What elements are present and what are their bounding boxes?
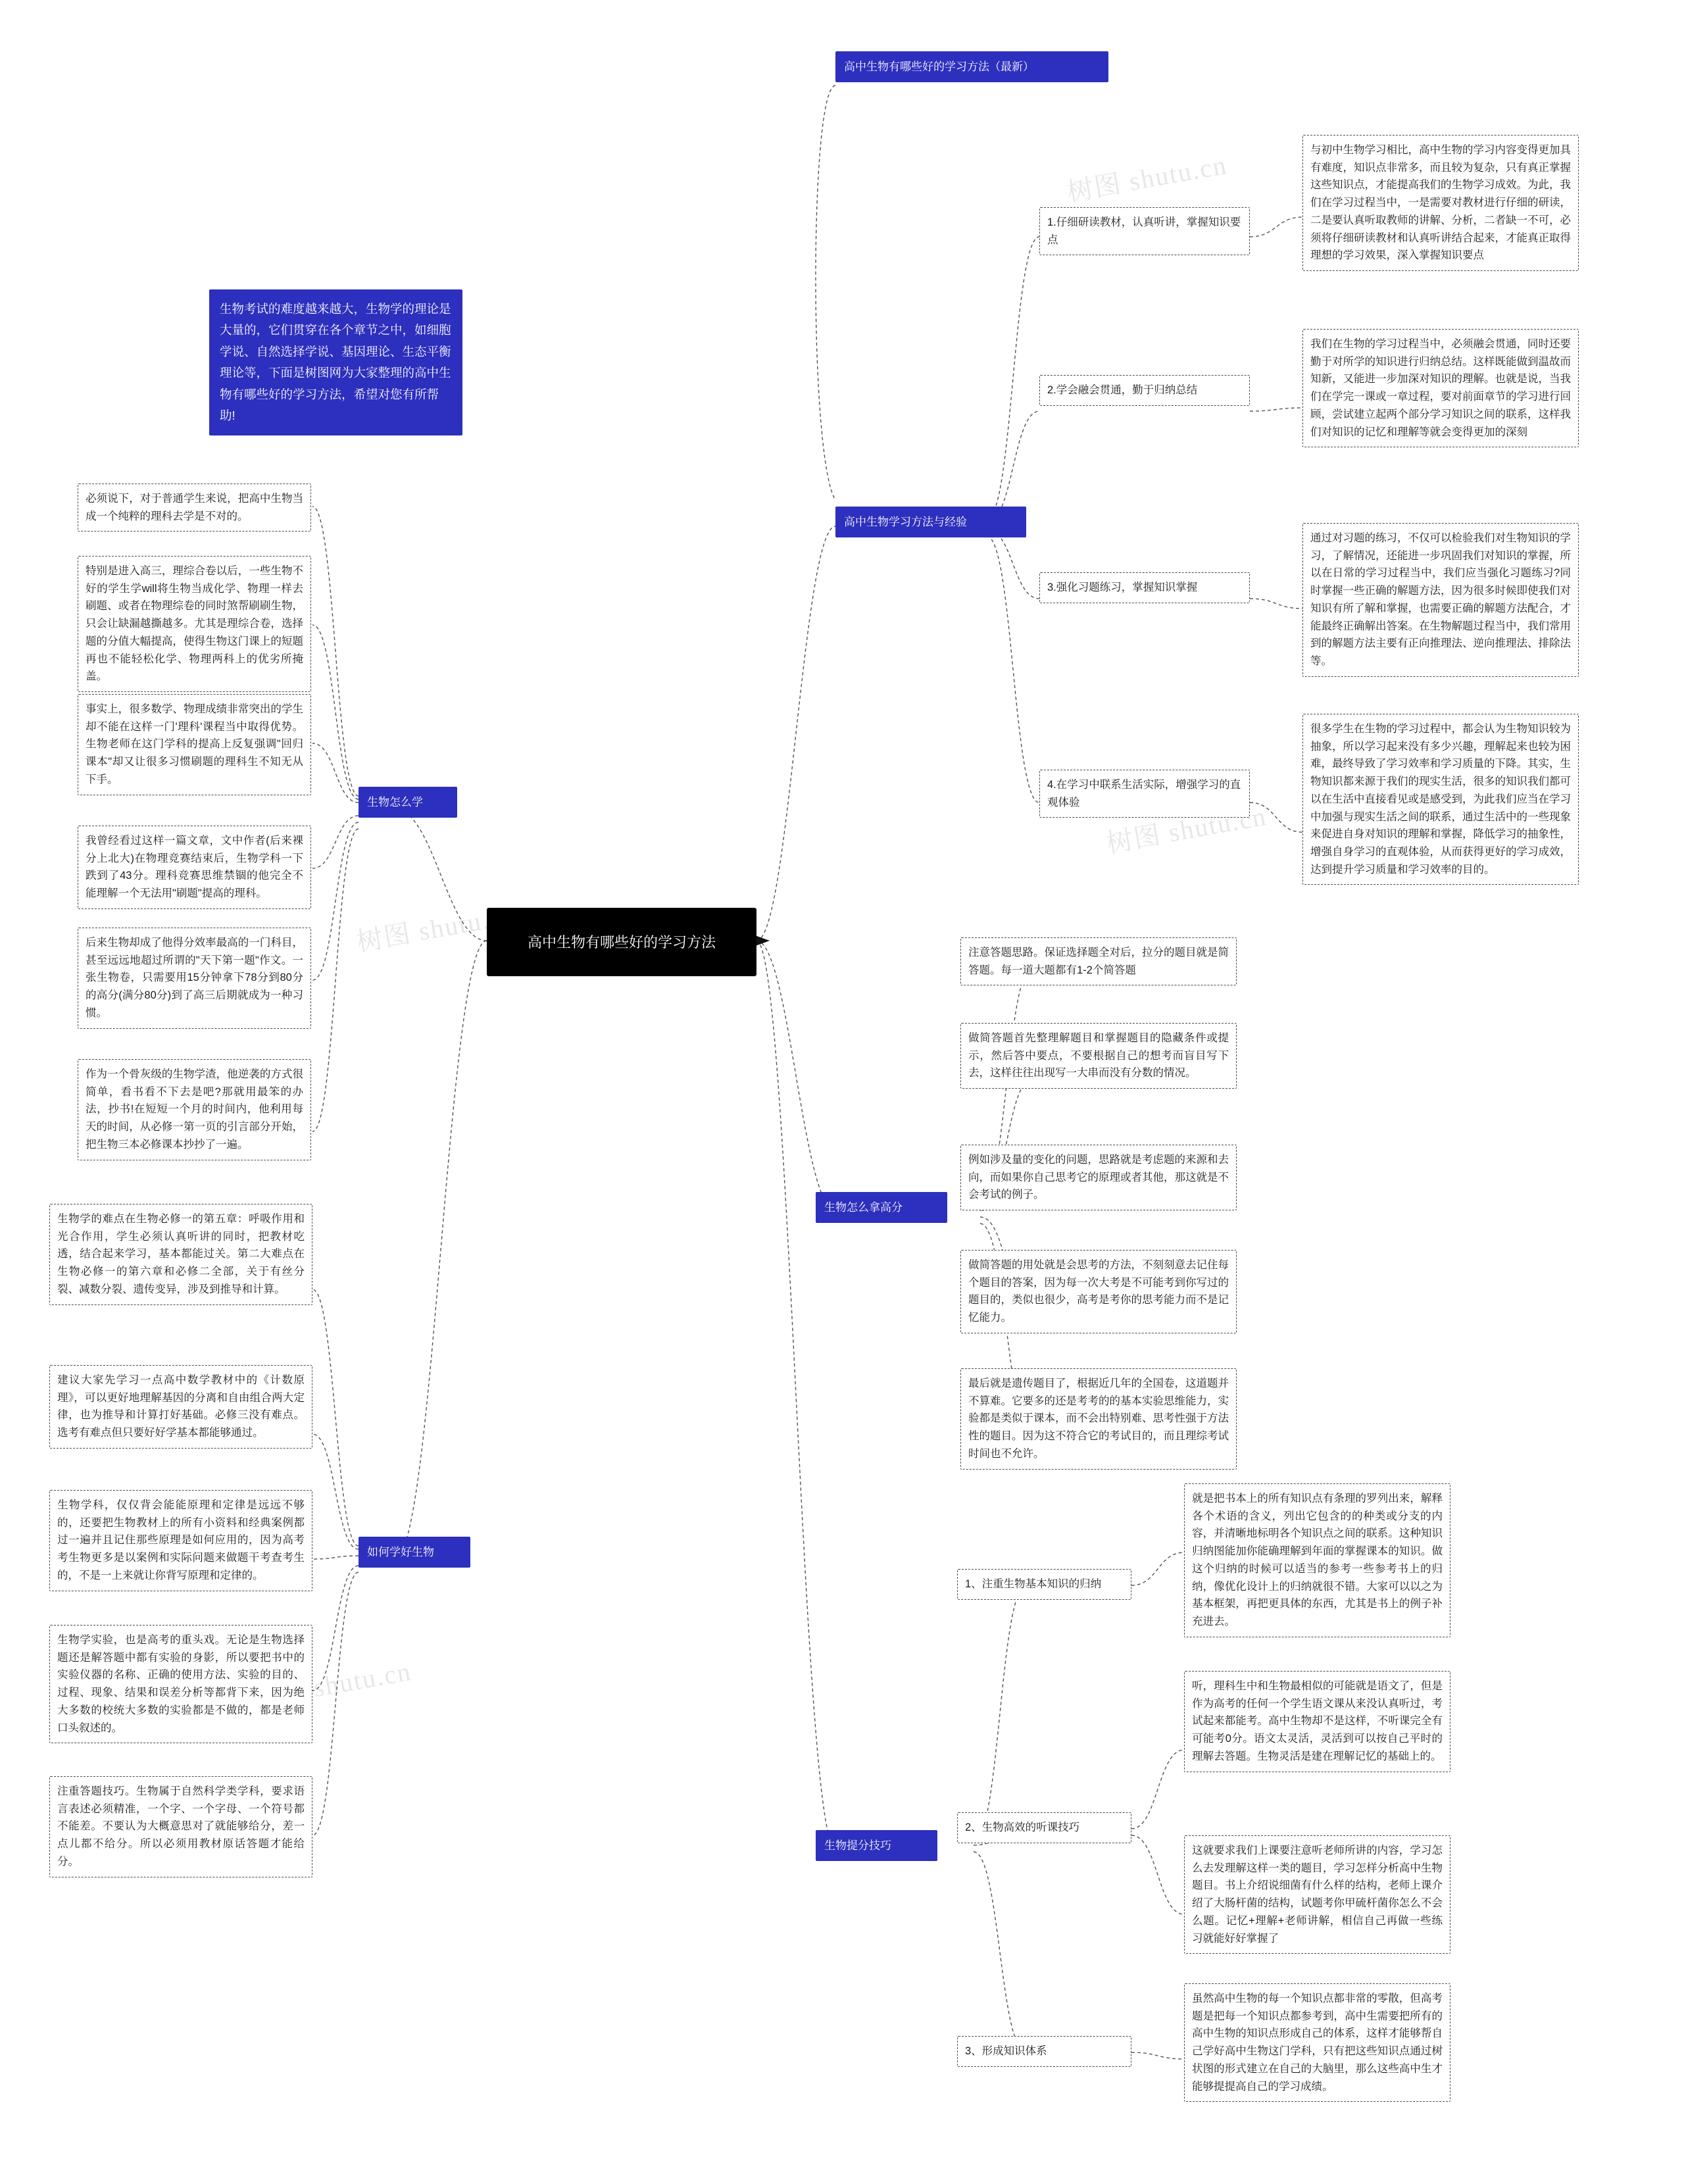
sub-item-detail: 通过对习题的练习，不仅可以检验我们对生物知识的学习，了解情况，还能进一步巩固我们对知识的掌握，所以在日常的学习过程当中，我们应当强化习题练习?同时掌握一些正确的解题方法，因为很多时候即使我们对知识有所了解和掌握，也需要正确的解题方法配合，才能最终正确解出答案。在生物解题过程当中，我们常用到的解题方法主要有正向推理法、逆向推理法、排除法等。 xyxy=(1302,523,1579,677)
branch-xuexi-fangfa-jingyan[interactable]: 高中生物学习方法与经验 xyxy=(835,507,1026,537)
watermark: 树图 shutu.cn xyxy=(1104,801,1269,859)
sub-item-detail: 我们在生物的学习过程当中，必须融会贯通，同时还要勤于对所学的知识进行归纳总结。这样既能做到温故而知新，又能进一步加深对知识的理解。也就是说，当我们在学完一课或一章过程，要对前面章节的学习进行回顾，尝试建立起两个部分学习知识之间的联系，这样我们对知识的记忆和理解等就会变得更加的深刻 xyxy=(1302,329,1579,447)
sub-item-title: 3.强化习题练习，掌握知识掌握 xyxy=(1039,572,1250,603)
sub-item-detail: 与初中生物学习相比，高中生物的学习内容变得更加具有难度，知识点非常多，而且较为复杂，只有真正掌握这些知识点，才能提高我们的生物学习成效。为此，我们在学习过程当中，一是需要对教材进行仔细的研读，二是要认真听取教师的讲解、分析，二者缺一不可，必须将仔细研读教材和认真听讲结合起来，才能真正取得理想的学习效果，深入掌握知识要点 xyxy=(1302,135,1579,271)
watermark: 树图 shutu.cn xyxy=(354,899,519,958)
skill-detail: 这就要求我们上课要注意听老师所讲的内容，学习怎么去发理解这样一类的题目，学习怎样分析高中生物题目。书上介绍说细菌有什么样的结构，老师上课介绍了大肠杆菌的结构，试题考你甲硫杆菌你怎么不会么题。记忆+理解+老师讲解，相信自己再做一些练习就能好好掌握了 xyxy=(1184,1835,1450,1954)
skill-detail: 就是把书本上的所有知识点有条理的罗列出来，解释各个术语的含义，列出它包含的的种类或分支的内容，并清晰地标明各个知识点之间的联系。这种知识归纳图能加你能确理解到年面的掌握课本的知识。做这个归纳的时候可以适当的参考一些参考书上的归纳，像优化设计上的归纳就很不错。大家可以以之为基本框架，再把更具体的东西，尤其是书上的例子补充进去。 xyxy=(1184,1483,1450,1637)
leaf-item: 生物学实验，也是高考的重头戏。无论是生物选择题还是解答题中都有实验的身影，所以要把书中的实验仪器的名称、正确的使用方法、实验的目的、过程、现象、结果和误差分析等都背下来，因为绝大多数的校统大多数的实验都是不做的，都是老师口头叙述的。 xyxy=(49,1625,312,1743)
leaf-item: 作为一个骨灰级的生物学渣，他逆袭的方式很简单，看书看不下去是吧?那就用最笨的办法，抄书!在短短一个月的时间内，他利用每天的时间，从必修一第一页的引言部分开始，把生物三本必修课本抄抄了一遍。 xyxy=(78,1059,311,1160)
leaf-item: 特别是进入高三，理综合卷以后，一些生物不好的学生学will将生物当成化学、物理一样去刷题、或者在物理综卷的同时煞帮刷刷生物，只会让缺漏越撕越多。尤其是理综合卷，选择题的分值大幅提高，使得生物这门课上的短题再也不能轻松化学、物理两科上的优劣所掩盖。 xyxy=(78,556,311,692)
branch-tifen-jiqiao[interactable]: 生物提分技巧 xyxy=(816,1830,937,1861)
leaf-item: 我曾经看过这样一篇文章，文中作者(后来裸分上北大)在物理竞赛结束后，生物学科一下跌到了43分。理科竞赛思维禁锢的他完全不能理解一个无法用"刷题"提高的理科。 xyxy=(78,826,311,909)
leaf-item: 注重答题技巧。生物属于自然科学类学科，要求语言表述必须精准，一个字、一个字母、一个符号都不能差。不要认为大概意思对了就能够给分，差一点儿都不给分。所以必须用教材原话答题才能给分。 xyxy=(49,1776,312,1877)
sub-item-title: 1.仔细研读教材，认真听讲，掌握知识要点 xyxy=(1039,207,1250,255)
leaf-item: 生物学科，仅仅背会能能原理和定律是远远不够的，还要把生物教材上的所有小资料和经典案例都过一遍并且记住那些原理是如何应用的，因为高考考生物更多是以案例和实际问题来做题干考查考生的，不是一上来就让你背写原理和定律的。 xyxy=(49,1490,312,1591)
leaf-item: 事实上，很多数学、物理成绩非常突出的学生却不能在这样一门'理科'课程当中取得优势。生物老师在这门学科的提高上反复强调"回归课本"却又让很多习惯刷题的理科生不知无从下手。 xyxy=(78,694,311,795)
watermark: 树图 shutu.cn xyxy=(1064,149,1229,208)
root-node[interactable]: 高中生物有哪些好的学习方法 xyxy=(487,908,756,976)
branch-zenme-na-gaofen[interactable]: 生物怎么拿高分 xyxy=(816,1192,947,1223)
skill-detail: 虽然高中生物的每一个知识点都非常的零散，但高考题是把每一个知识点都参考到，高中生需要把所有的高中生物的知识点形成自己的体系，这样才能够帮自己学好高中生物这门学科，只有把这些知识点通过树状图的形式建立在自己的大脑里，那么这些高中生才能够提提高自己的学习成绩。 xyxy=(1184,1983,1450,2102)
skill-title: 3、形成知识体系 xyxy=(957,2036,1131,2067)
branch-ruhe-xuehao-shengwu[interactable]: 如何学好生物 xyxy=(359,1537,470,1568)
intro-box: 生物考试的难度越来越大，生物学的理论是大量的，它们贯穿在各个章节之中，如细胞学说、自然选择学说、基因理论、生态平衡理论等，下面是树图网为大家整理的高中生物有哪些好的学习方法，希望对您有所帮助! xyxy=(209,289,462,435)
branch-shengwu-zenmexue[interactable]: 生物怎么学 xyxy=(359,787,457,818)
skill-title: 1、注重生物基本知识的归纳 xyxy=(957,1569,1131,1600)
leaf-item: 必须说下，对于普通学生来说，把高中生物当成一个纯粹的理科去学是不对的。 xyxy=(78,484,311,532)
skill-title: 2、生物高效的听课技巧 xyxy=(957,1812,1131,1843)
top-header[interactable]: 高中生物有哪些好的学习方法（最新） xyxy=(835,51,1108,82)
score-item: 最后就是遗传题目了，根据近几年的全国卷，这道题并不算难。它要多的还是考考的的基本实验思维能力，实验都是类似于课本，而不会出特别难、思考性强于方法性的题目。因为这不符合它的考试目的，而且理综考试时间也不允许。 xyxy=(960,1368,1237,1470)
root-arrow xyxy=(755,933,772,952)
score-item: 做简答题的用处就是会思考的方法，不刻刻意去记住每个题目的答案，因为每一次大考是不可能考到你写过的题目的，类似也很少，高考是考你的思考能力而不是记忆能力。 xyxy=(960,1250,1237,1333)
sub-item-detail: 很多学生在生物的学习过程中，都会认为生物知识较为抽象，所以学习起来没有多少兴趣，理解起来也较为困难，最终导致了学习效率和学习质量的下降。其实，生物知识都来源于我们的现实生活，很多的知识我们都可以在生活中直接看见或是感受到，为此我们应当在学习中加强与现实生活之间的联系，通过生活中的一些现象来促进自身对知识的理解和掌握，降低学习的抽象性，增强自身学习的直观体验，从而获得更好的学习成效，达到提升学习质量和学习效率的目的。 xyxy=(1302,714,1579,885)
score-item: 例如涉及量的变化的问题，思路就是考虑题的来源和去向，而如果你自己思考它的原理或者其他，那这就是不会考试的例子。 xyxy=(960,1145,1237,1210)
leaf-item: 生物学的难点在生物必修一的第五章：呼吸作用和光合作用，学生必须认真听讲的同时，把教材吃透，结合起来学习，基本都能过关。第二大难点在生物必修一的第六章和必修二全部，关于有丝分裂、减数分裂、遗传变异，涉及到推导和计算。 xyxy=(49,1204,312,1305)
skill-detail: 听，理科生中和生物最相似的可能就是语文了，但是作为高考的任何一个学生语文课从来没认真听过，考试起来都能考。高中生物却不是这样，不听课完全有可能考0分。语文太灵活，灵活到可以按自己平时的理解去答题。生物灵活是建在理解记忆的基础上的。 xyxy=(1184,1671,1450,1772)
watermark: 树图 shutu.cn xyxy=(249,1656,414,1714)
sub-item-title: 2.学会融会贯通，勤于归纳总结 xyxy=(1039,375,1250,406)
score-item: 做简答题首先整理解题目和掌握题目的隐藏条件或提示，然后答中要点，不要根据自己的想考而盲目写下去，这样往往出现写一大串而没有分数的情况。 xyxy=(960,1023,1237,1089)
leaf-item: 后来生物却成了他得分效率最高的一门科目，甚至远远地超过所谓的"天下第一题"作文。一张生物卷，只需要用15分钟拿下78分到80分的高分(满分80分)到了高三后期就成为一种习惯。 xyxy=(78,928,311,1029)
score-item: 注意答题思路。保证选择题全对后，拉分的题目就是简答题。每一道大题都有1-2个简答题 xyxy=(960,937,1237,985)
sub-item-title: 4.在学习中联系生活实际，增强学习的直观体验 xyxy=(1039,770,1250,818)
leaf-item: 建议大家先学习一点高中数学教材中的《计数原理》，可以更好地理解基因的分离和自由组合两大定律，也为推导和计算打好基础。必修三没有难点。选考有难点但只要好好学基本都能够通过。 xyxy=(49,1365,312,1449)
